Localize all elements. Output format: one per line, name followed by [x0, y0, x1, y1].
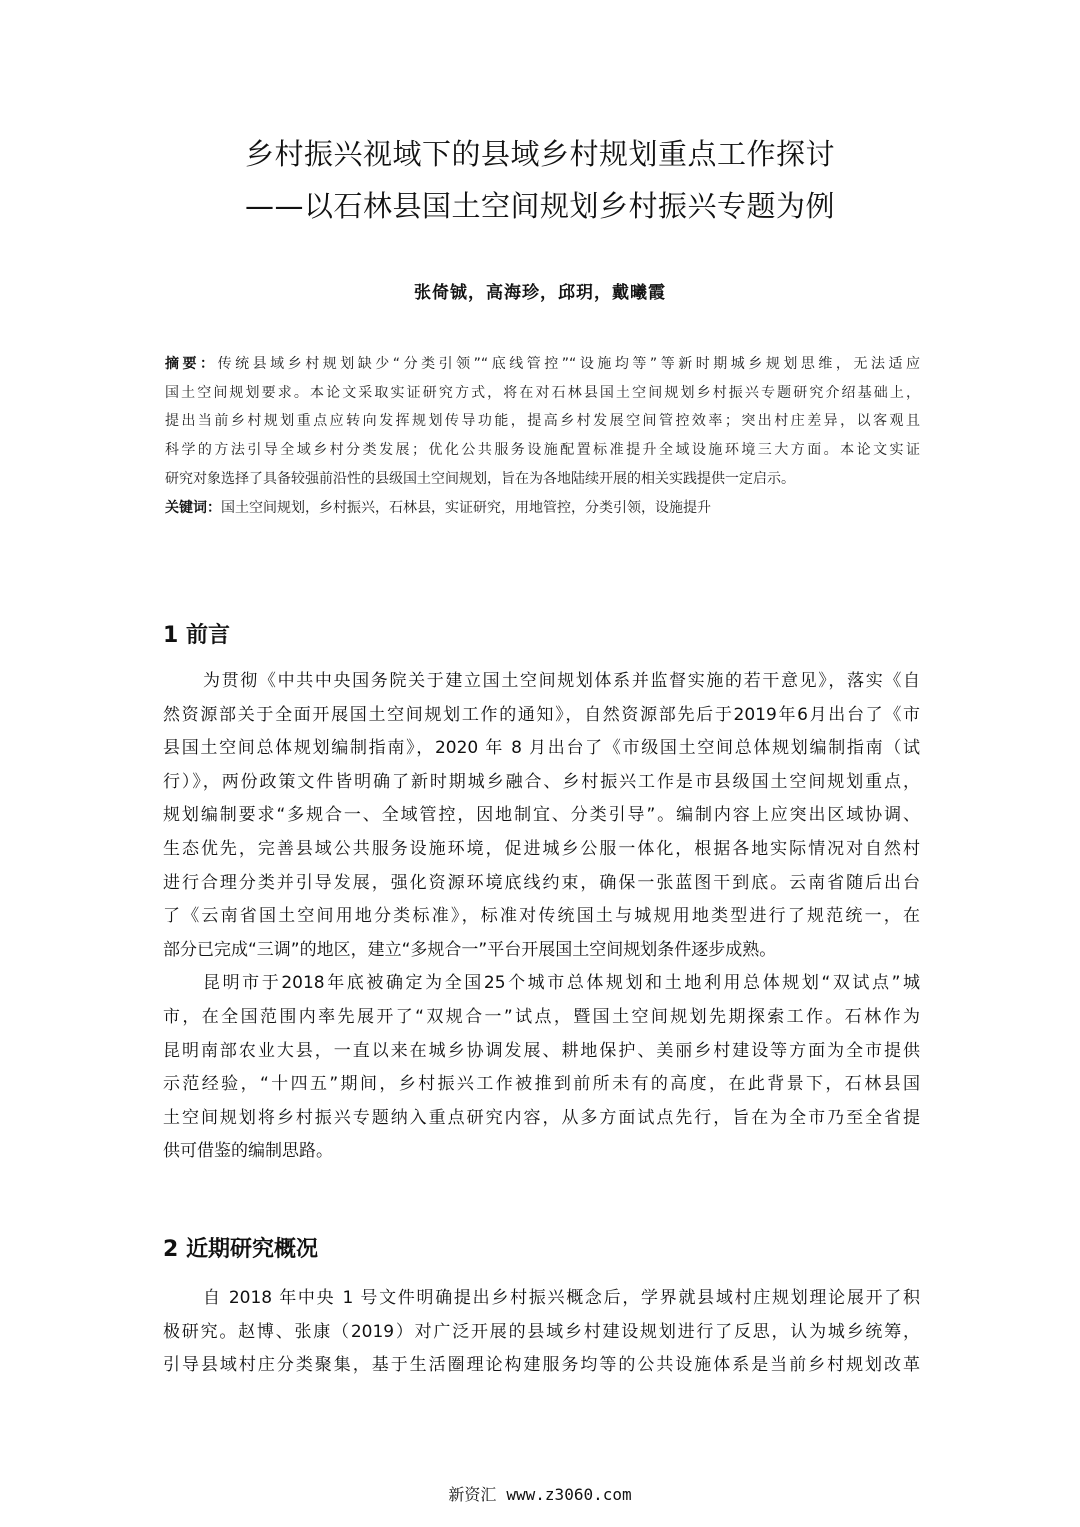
paper-title [0, 128, 1080, 232]
keywords-label: 关键词： [165, 499, 221, 516]
abstract-line [165, 350, 920, 379]
paragraph-line: 引导县域村庄分类聚集，基于生活圈理论构建服务均等的公共设施体系是当前乡村规划改革 [163, 1355, 920, 1376]
paragraph-line: 供可借鉴的编制思路。 [163, 1141, 333, 1162]
paragraph-line: 昆明南部农业大县，一直以来在城乡协调发展、耕地保护、美丽乡村建设等方面为全市提供 [163, 1040, 920, 1061]
paragraph-line: 生态优先，完善县域公共服务设施环境，促进城乡公服一体化，根据各地实际情况对自然村 [163, 838, 920, 859]
footer-site-name: 新资汇 [448, 1485, 497, 1504]
title-main: 乡村振兴视域下的县域乡村规划重点工作探讨 [244, 137, 835, 171]
paragraph-line: 极研究。赵博、张康（2019）对广泛开展的县域乡村建设规划进行了反思，认为城乡统筹， [163, 1321, 920, 1342]
paragraph-line: 了《云南省国土空间用地分类标准》，标准对传统国土与城规用地类型进行了规范统一，在 [163, 906, 920, 927]
paragraph-line: 市，在全国范围内率先展开了“双规合一”试点，暨国土空间规划先期探索工作。石林作为 [163, 1006, 920, 1027]
footer-url: www.z3060.com [506, 1485, 632, 1504]
section-body-intro [163, 665, 920, 1169]
abstract-line: 提出当前乡村规划重点应转向发挥规划传导功能，提高乡村发展空间管控效率；突出村庄差异，以客观且 [165, 413, 920, 430]
keywords-line [165, 494, 920, 523]
abstract-line: 研究对象选择了具备较强前沿性的县级国土空间规划，旨在为各地陆续开展的相关实践提供一定启示。 [165, 470, 795, 487]
abstract-label: 摘要： [165, 356, 218, 372]
abstract-line: 科学的方法引导全域乡村分类发展；优化公共服务设施配置标准提升全域设施环境三大方面。本论文实证 [165, 442, 920, 459]
section-heading-research: 2 近期研究概况 [163, 1237, 318, 1262]
abstract-line: 国土空间规划要求。本论文采取实证研究方式，将在对石林县国土空间规划乡村振兴专题研究介绍基础上， [165, 384, 920, 401]
author-list: 张倚铖，高海珍，邱玥，戴曦霞 [414, 283, 666, 303]
paragraph-line: 进行合理分类并引导发展，强化资源环境底线约束，确保一张蓝图干到底。云南省随后出台 [163, 872, 920, 893]
paragraph-line: 规划编制要求“多规合一、全域管控，因地制宜、分类引导”。编制内容上应突出区域协调、 [163, 805, 920, 826]
paragraph-line: 昆明市于2018年底被确定为全国25个城市总体规划和土地利用总体规划“双试点”城 [203, 973, 920, 994]
keywords-text: 国土空间规划，乡村振兴，石林县，实证研究，用地管控，分类引领，设施提升 [221, 499, 711, 516]
paragraph-line: 部分已完成“三调”的地区，建立“多规合一”平台开展国土空间规划条件逐步成熟。 [163, 939, 777, 960]
page-footer [0, 1482, 1080, 1505]
paragraph-line: 自 2018 年中央 1 号文件明确提出乡村振兴概念后，学界就县域村庄规划理论展开了积 [203, 1288, 920, 1308]
abstract-block [165, 350, 920, 522]
abstract-text: 传统县域乡村规划缺少“分类引领”“底线管控”“设施均等”等新时期城乡规划思维，无法适应 [217, 356, 920, 372]
paragraph-line: 行）》，两份政策文件皆明确了新时期城乡融合、乡村振兴工作是市县级国土空间规划重点， [163, 771, 920, 792]
title-subtitle: ——以石林县国土空间规划乡村振兴专题为例 [244, 189, 835, 223]
paragraph-line: 县国土空间总体规划编制指南》，2020 年 8 月出台了《市级国土空间总体规划编制指南（试 [163, 738, 920, 759]
section-heading-intro: 1 前言 [163, 623, 230, 648]
paragraph-line: 示范经验，“十四五”期间，乡村振兴工作被推到前所未有的高度，在此背景下，石林县国 [163, 1074, 920, 1095]
paragraph-line: 土空间规划将乡村振兴专题纳入重点研究内容，从多方面试点先行，旨在为全市乃至全省提 [163, 1107, 920, 1128]
paragraph-line: 为贯彻《中共中央国务院关于建立国土空间规划体系并监督实施的若干意见》，落实《自 [203, 671, 920, 691]
section-body-research [163, 1282, 920, 1383]
paragraph-line: 然资源部关于全面开展国土空间规划工作的通知》，自然资源部先后于2019年6月出台了《市 [163, 704, 920, 725]
